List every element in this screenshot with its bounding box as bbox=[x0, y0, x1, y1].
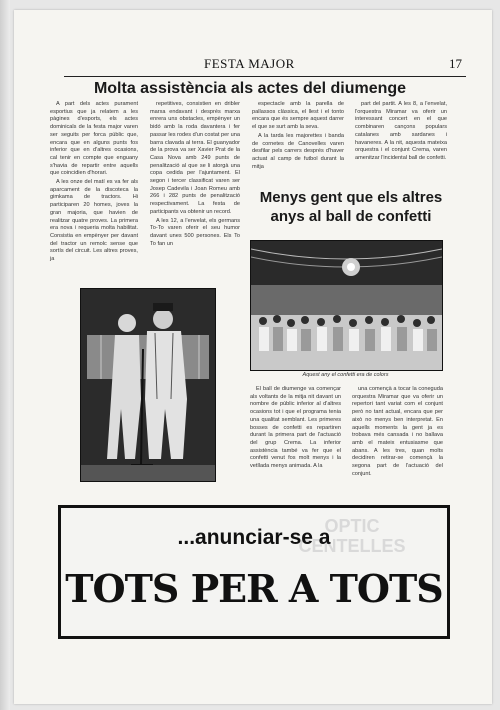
paragraph: una començà a tocar la conegudа orquestra Miramar que va oferir un repertori tant variat com el conjunt però no tant actual, encara que per això no menys ben interpretat. En aquells moments la gent ja es trobava més cansada i no ballava amb el mateix entusiasme que abans. A les tres, quan molts decidiren retirar-se començà la segona part de l'actuació del conjunt. bbox=[352, 386, 443, 477]
confetti-column-2 bbox=[352, 386, 443, 479]
article-column-2 bbox=[150, 101, 240, 249]
paragraph: A la tarda les majorettes i banda de cornetes de Canovelles varen desfilar pels carrers després d'haver actuat al camp de futbol durant la mitja bbox=[252, 132, 344, 170]
ad-tagline: ...anunciar-se a bbox=[177, 526, 331, 549]
paragraph: espectacle amb la parella de pallassos clàssica, el llest i el tonto encara que és sempre aquest darrer el que se surt amb la seva. bbox=[252, 101, 344, 131]
photo-caption: Aquest any el confetti era de colors bbox=[302, 372, 389, 378]
page-header bbox=[64, 56, 466, 77]
paragraph: A part dels actes purament esportius que ja relatem a les pàgines d'esports, els actes dominicals de la festa major varen ser seguits per forca públic que, encara que en alguns punts fos inferior que en d'altres ocasions, cal tenir en compte que enguany s'havia de repartir entre aquells que coincidien d'horari. bbox=[50, 101, 138, 177]
paragraph: A les 12, a l'envelat, els germans To-To varen oferir el seu humor davant unes 500 persones. Els To To fan un bbox=[150, 217, 240, 247]
article-title: Molta assistència als actes del diumenge bbox=[93, 80, 407, 97]
paragraph: part del partit. A les 8, a l'envelat, l'orquestra Miramar va oferir un interessant concert en el que combinaren cançons populars catalanes amb sardanes i havaneres. A la nit, aquesta mateixa orquestra i el conjunt Crema, varen amenitzar l'incidental ball de confetti. bbox=[355, 101, 447, 161]
page-number: 17 bbox=[449, 56, 462, 71]
confetti-ball-photo bbox=[250, 240, 443, 371]
binding-gutter bbox=[0, 0, 10, 710]
article-column-3 bbox=[252, 101, 344, 172]
article-title-confetti: Menys gent que els altres anys al ball de confetti bbox=[259, 189, 443, 225]
performers-photo bbox=[80, 288, 216, 482]
ad-slogan: TOTS PER A TOTS bbox=[65, 566, 443, 611]
paragraph: repetitives, consistien en dribler marxa endavant i després marxa enrera uns obstacles, empènyer un bidó amb la roda davantera i fer passar les rodes d'un costat per una barra clavada al terra. El guanyador de la prova va ser Xavier Prat de la Casa Nova amb 249 punts de penalització al que se li atorgà una copa cedida per l'ajuntament. El segon i tercer classificat varen ser Josep Cadevila i Joan Romeu amb 266 i 282 punts de penalització respectivament. La festa de participants va obtenir un record. bbox=[150, 101, 240, 215]
ad-background-logo: OPTIC CENTELLES bbox=[298, 516, 406, 556]
section-title: FESTA MAJOR bbox=[204, 56, 295, 71]
advertisement-box bbox=[58, 505, 450, 639]
article-column-4 bbox=[355, 101, 447, 164]
paragraph: El ball de diumenge va començar als voltants de la mitja nit davant un nombre de públic inferior al d'altres ocasions tot i que el programa tenia una qualitat semblant. Les primeres bosses de confetti es repartiren durant la primera part de l'actuació del grup Crema. La inferior assistència també va fer que el confetti venut fos molt menys i la vetllada menys animada. A la bbox=[250, 386, 341, 470]
article-column-1 bbox=[50, 101, 138, 265]
confetti-column-1 bbox=[250, 386, 341, 472]
paragraph: A les onze del matí es va fer als aparcament de la discoteca la gimkama de tractors. Hi participaren 20 homes, joves la gran majoria, que havien de realitzar quatre proves. La primera era nova i requeria molta habilitat. Consistia en empènyer per davant del tractor un remolc sense que sortís del circuit. Les altres proves, ja bbox=[50, 179, 138, 263]
